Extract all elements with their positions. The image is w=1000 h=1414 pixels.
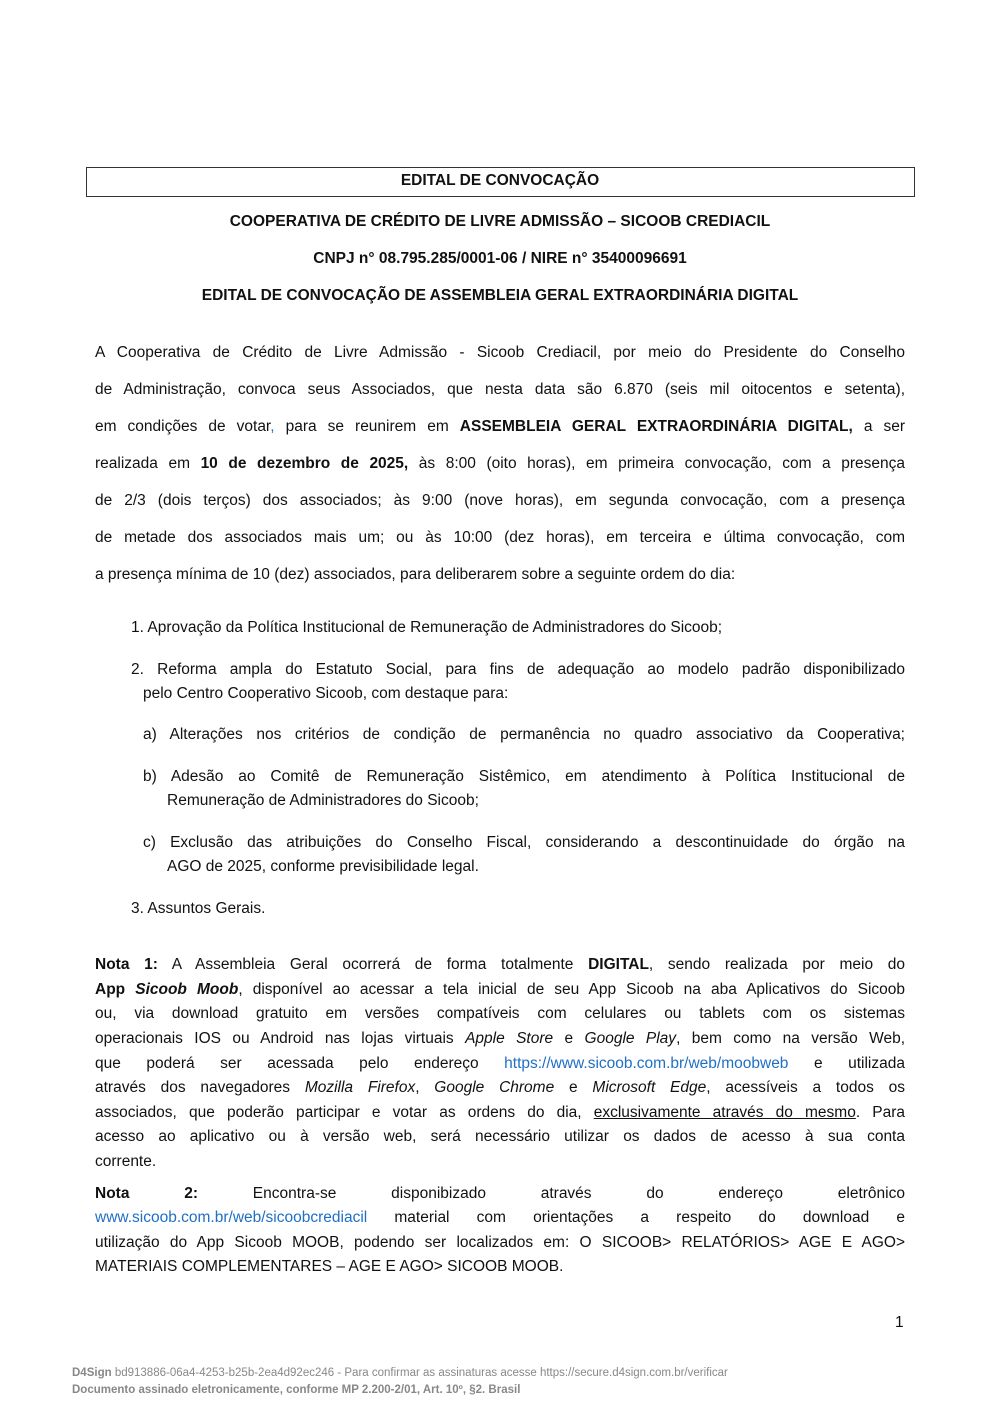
text-segment: Nota 1: <box>95 956 158 973</box>
text-line <box>95 980 905 1000</box>
text-line <box>95 565 905 585</box>
text-line <box>143 833 905 853</box>
text-segment: que poderá ser acessada pelo endereço <box>95 1055 505 1072</box>
document-subtitle: EDITAL DE CONVOCAÇÃO DE ASSEMBLEIA GERAL EXTRAORDINÁRIA DIGITAL <box>201 287 799 304</box>
document-title: EDITAL DE CONVOCAÇÃO <box>400 172 600 189</box>
text-line <box>95 380 905 400</box>
text-segment: de Administração, convoca seus Associados, que nesta data são 6.870 (seis mil oitocentos e setenta), <box>95 381 905 398</box>
text-line <box>95 491 905 511</box>
text-segment: Encontra-se disponibizado através do endereço eletrônico <box>198 1185 905 1202</box>
text-segment: , bem como na versão Web, <box>676 1030 906 1047</box>
signature-footer-line2: Documento assinado eletronicamente, conforme MP 2.200-2/01, Art. 10º, §2. Brasil <box>72 1384 521 1396</box>
d4sign-brand: D4Sign <box>72 1367 112 1379</box>
text-line <box>95 1029 905 1049</box>
text-segment: 3. Assuntos Gerais. <box>131 900 266 917</box>
text-segment: de 2/3 (dois terços) dos associados; às 9:00 (nove horas), em segunda convocação, com a presença <box>95 492 905 509</box>
text-segment: b) Adesão ao Comitê de Remuneração Sistêmico, em atendimento à Política Institucional de <box>143 768 905 785</box>
text-segment: a ser <box>852 418 906 435</box>
text-line <box>95 1054 905 1074</box>
text-line <box>95 1078 905 1098</box>
text-segment: AGO de 2025, conforme previsibilidade legal. <box>167 858 479 875</box>
text-segment: exclusivamente através do mesmo <box>593 1104 856 1121</box>
text-segment: Microsoft Edge <box>592 1079 707 1096</box>
text-line <box>95 955 905 975</box>
text-line <box>167 857 905 877</box>
text-segment: corrente. <box>95 1153 157 1170</box>
text-segment: operacionais IOS ou Android nas lojas virtuais <box>95 1030 466 1047</box>
text-line <box>95 343 905 363</box>
signature-footer-line1 <box>72 1367 728 1379</box>
text-segment: às 8:00 (oito horas), em primeira convocação, com a presença <box>408 455 905 472</box>
text-segment: em condições de votar <box>95 418 271 435</box>
page-number: 1 <box>895 1314 904 1331</box>
text-segment: a) Alterações nos critérios de condição de permanência no quadro associativo da Cooperativa; <box>143 726 905 743</box>
text-segment: , sendo realizada por meio do <box>648 956 905 973</box>
verification-text: bd913886-06a4-4253-b25b-2ea4d92ec246 - Para confirmar as assinaturas acesse https://secure.d4sign.com.br/verificar <box>111 1367 728 1379</box>
text-segment: c) Exclusão das atribuições do Conselho Fiscal, considerando a descontinuidade do órgão na <box>143 834 905 851</box>
registration-numbers: CNPJ n° 08.795.285/0001-06 / NIRE n° 35400096691 <box>313 250 687 267</box>
cooperative-name: COOPERATIVA DE CRÉDITO DE LIVRE ADMISSÃO – SICOOB CREDIACIL <box>229 213 771 230</box>
text-segment: e <box>553 1030 585 1047</box>
text-segment: Google Play <box>584 1030 677 1047</box>
text-segment: e <box>554 1079 593 1096</box>
text-line <box>167 791 905 811</box>
text-segment: Google Chrome <box>434 1079 555 1096</box>
text-segment: MATERIAIS COMPLEMENTARES – AGE E AGO> SICOOB MOOB. <box>95 1258 564 1275</box>
text-line <box>95 528 905 548</box>
text-segment: Sicoob Moob <box>135 981 239 998</box>
text-line <box>95 1103 905 1123</box>
text-line <box>95 1184 905 1204</box>
text-segment: associados, que poderão participar e votar as ordens do dia, <box>95 1104 594 1121</box>
text-segment: A Cooperativa de Crédito de Livre Admissão - Sicoob Crediacil, por meio do Presidente do Conselho <box>95 344 905 361</box>
text-segment: , disponível ao acessar a tela inicial de seu App Sicoob na aba Aplicativos do Sicoob <box>238 981 906 998</box>
text-segment: para se reunirem em <box>274 418 460 435</box>
text-segment: 2. Reforma ampla do Estatuto Social, para fins de adequação ao modelo padrão disponibilizado <box>131 661 905 678</box>
text-segment: Apple Store <box>465 1030 554 1047</box>
text-segment: , acessíveis a todos os <box>706 1079 905 1096</box>
text-line <box>95 1127 905 1147</box>
text-segment: Nota 2: <box>95 1185 199 1202</box>
text-line <box>95 1257 905 1277</box>
text-segment: realizada em <box>95 455 201 472</box>
link[interactable]: www.sicoob.com.br/web/sicoobcrediacil <box>95 1209 368 1226</box>
text-segment: e utilizada <box>788 1055 905 1072</box>
text-segment: de metade dos associados mais um; ou às 10:00 (dez horas), em terceira e última convocação, com <box>95 529 905 546</box>
text-segment: acesso ao aplicativo ou à versão web, será necessário utilizar os dados de acesso à sua conta <box>95 1128 905 1145</box>
text-segment: ASSEMBLEIA GERAL EXTRAORDINÁRIA DIGITAL, <box>459 418 853 435</box>
text-line <box>95 454 905 474</box>
text-segment: Remuneração de Administradores do Sicoob; <box>167 792 479 809</box>
text-segment: Mozilla Firefox <box>304 1079 416 1096</box>
text-segment: A Assembleia Geral ocorrerá de forma totalmente <box>157 956 589 973</box>
text-segment: App <box>95 981 136 998</box>
text-line <box>95 1233 905 1253</box>
text-line <box>95 417 905 437</box>
text-segment: , <box>270 418 275 435</box>
text-line <box>143 767 905 787</box>
text-line <box>131 618 905 638</box>
text-segment: a presença mínima de 10 (dez) associados, para deliberarem sobre a seguinte ordem do dia: <box>95 566 736 583</box>
text-segment: material com orientações a respeito do download e <box>367 1209 905 1226</box>
text-segment: 1. Aprovação da Política Institucional de Remuneração de Administradores do Sicoob; <box>131 619 723 636</box>
text-segment: . Para <box>855 1104 906 1121</box>
text-line <box>143 725 905 745</box>
text-line <box>131 899 905 919</box>
link[interactable]: https://www.sicoob.com.br/web/moobweb <box>504 1055 789 1072</box>
text-segment: através dos navegadores <box>95 1079 305 1096</box>
text-line <box>95 1208 905 1228</box>
text-segment: DIGITAL <box>588 956 649 973</box>
text-segment: pelo Centro Cooperativo Sicoob, com destaque para: <box>143 685 509 702</box>
text-segment: , <box>415 1079 435 1096</box>
text-line <box>95 1152 905 1172</box>
text-line <box>95 1004 905 1024</box>
text-segment: 10 de dezembro de 2025, <box>200 455 409 472</box>
text-line <box>143 684 905 704</box>
text-line <box>131 660 905 680</box>
text-segment: ou, via download gratuito em versões compatíveis com celulares ou tablets com os sistemas <box>95 1005 905 1022</box>
text-segment: utilização do App Sicoob MOOB, podendo ser localizados em: O SICOOB> RELATÓRIOS> AGE E AGO> <box>95 1234 905 1251</box>
